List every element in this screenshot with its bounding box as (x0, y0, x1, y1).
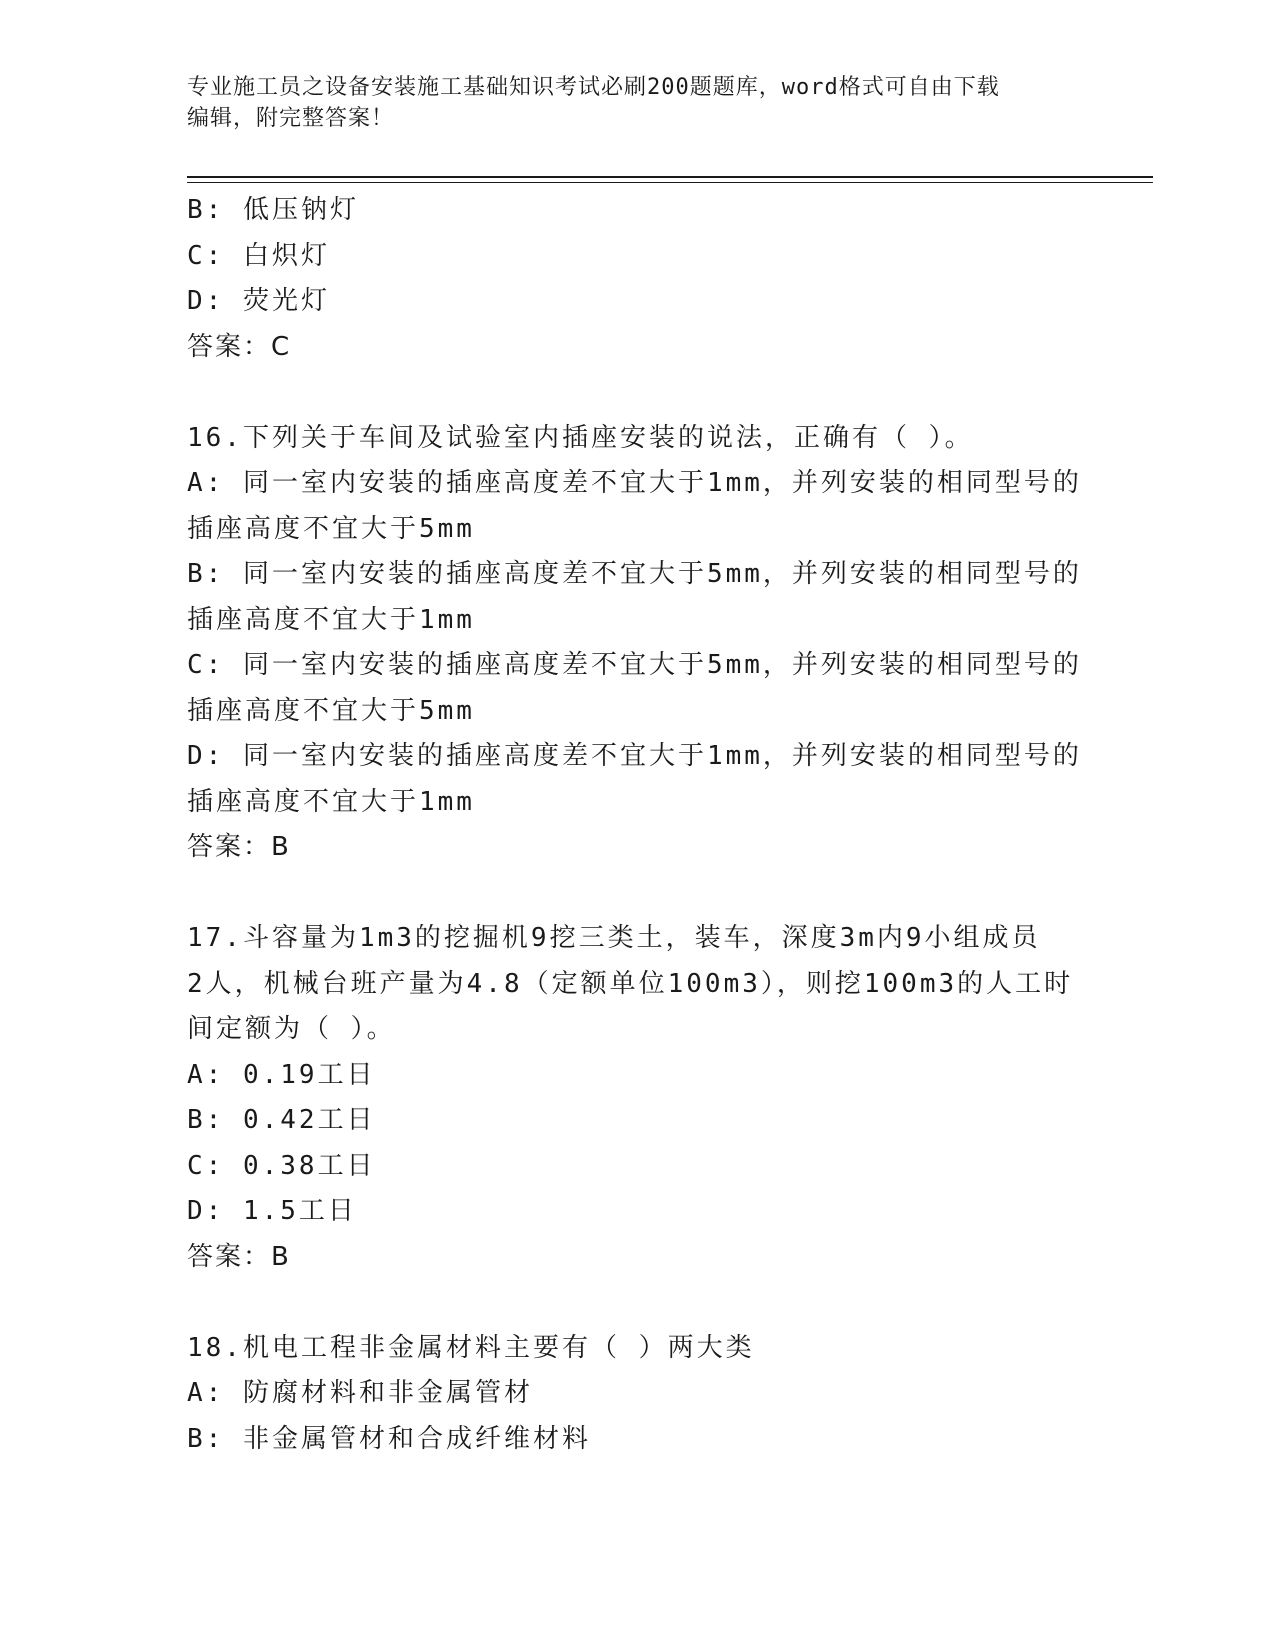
question-17 (187, 916, 1087, 1280)
q18-stem: 18.机电工程非金属材料主要有（ ）两大类 (187, 1332, 755, 1363)
q15-option-d: D: 荧光灯 (187, 286, 330, 316)
question-18 (187, 1326, 1087, 1463)
question-spacer (187, 871, 1087, 917)
q16-answer: 答案：B (187, 832, 291, 862)
q16-option-a-line-1: A: 同一室内安装的插座高度差不宜大于1mm，并列安装的相同型号的 (187, 468, 1082, 498)
q17-option-d: D: 1.5工日 (187, 1196, 357, 1226)
question-16 (187, 416, 1087, 871)
q15-option-b: B: 低压钠灯 (187, 195, 359, 225)
q18-option-a: A: 防腐材料和非金属管材 (187, 1378, 533, 1408)
q18-option-b: B: 非金属管材和合成纤维材料 (187, 1423, 591, 1454)
question-spacer (187, 370, 1087, 416)
q17-option-b: B: 0.42工日 (187, 1105, 376, 1135)
q15-option-c: C: 白炽灯 (187, 240, 330, 271)
header-title-line-1: 专业施工员之设备安装施工基础知识考试必刷200题题库，word格式可自由下载 (187, 75, 1000, 100)
q16-option-a-line-2: 插座高度不宜大于5mm (187, 513, 475, 544)
q15-answer: 答案：C (187, 331, 292, 362)
question-15-tail (187, 188, 1087, 370)
q17-stem-line-1: 17.斗容量为1m3的挖掘机9挖三类土，装车，深度3m内9小组成员 (187, 923, 1041, 953)
document-header (187, 72, 1067, 134)
q17-option-c: C: 0.38工日 (187, 1150, 376, 1181)
q16-option-c-line-2: 插座高度不宜大于5mm (187, 695, 475, 726)
q16-option-b-line-2: 插座高度不宜大于1mm (187, 604, 475, 635)
q16-option-c-line-1: C: 同一室内安装的插座高度差不宜大于5mm，并列安装的相同型号的 (187, 650, 1082, 680)
q16-option-d-line-1: D: 同一室内安装的插座高度差不宜大于1mm，并列安装的相同型号的 (187, 741, 1082, 771)
q16-option-b-line-1: B: 同一室内安装的插座高度差不宜大于5mm，并列安装的相同型号的 (187, 559, 1082, 589)
question-spacer (187, 1280, 1087, 1326)
q17-stem-line-2: 2人，机械台班产量为4.8（定额单位100m3），则挖100m3的人工时 (187, 968, 1074, 999)
q17-stem-line-3: 间定额为（ ）。 (187, 1014, 396, 1044)
header-title-line-2: 编辑，附完整答案！ (187, 106, 395, 131)
question-list (187, 188, 1087, 1462)
q17-answer: 答案：B (187, 1241, 291, 1272)
q17-option-a: A: 0.19工日 (187, 1059, 376, 1090)
header-divider-thick (187, 176, 1153, 178)
q16-stem: 16.下列关于车间及试验室内插座安装的说法，正确有（ ）。 (187, 422, 974, 453)
q16-option-d-line-2: 插座高度不宜大于1mm (187, 786, 475, 817)
header-divider-thin (187, 182, 1153, 183)
